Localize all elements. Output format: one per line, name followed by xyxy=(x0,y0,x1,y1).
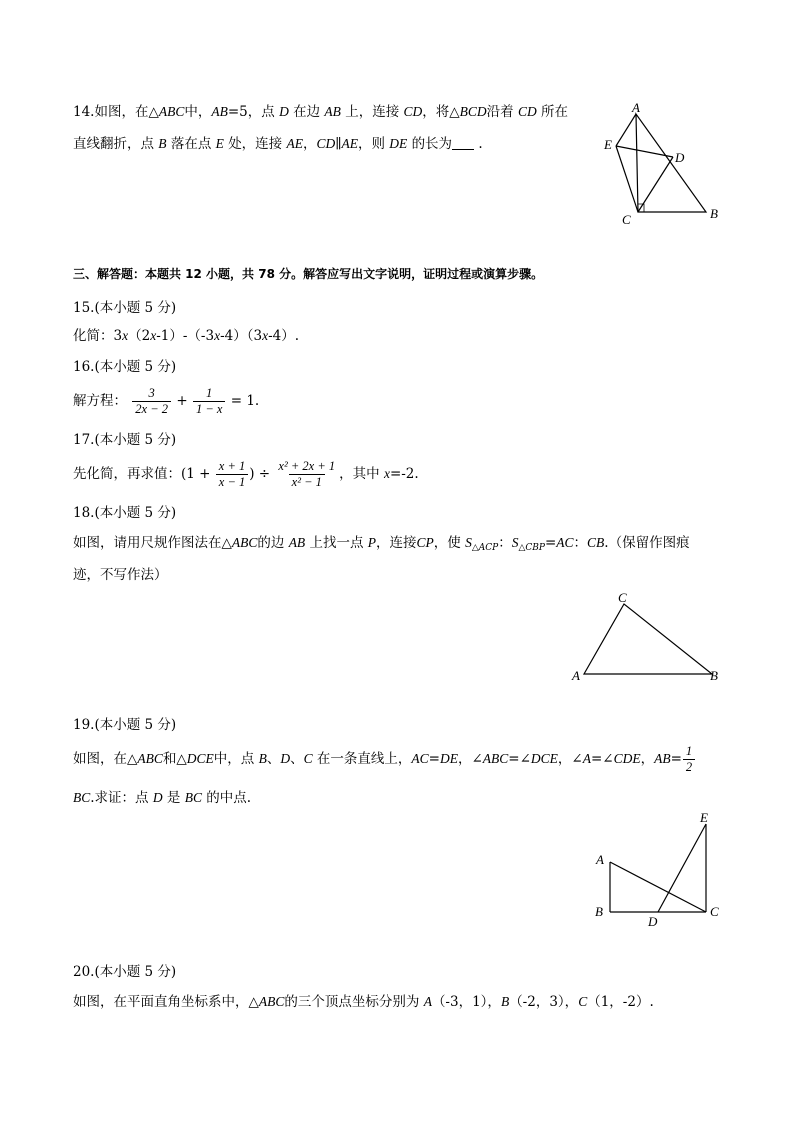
label-b: B xyxy=(595,904,603,919)
segment-ac xyxy=(610,862,706,912)
q16-body: 解方程： $\frac{3}{2x - 2}$ + $\frac{1}{1 - x}$ = 1. xyxy=(73,386,260,416)
label-b: B xyxy=(710,668,718,683)
segment-ed xyxy=(616,146,673,157)
q19-fraction-half: $\frac{1}{2}$ xyxy=(683,744,695,775)
q17-fraction-2: $\frac{\text{x² + 2x + 1}}{\text{x² − 1}}$ xyxy=(278,459,336,489)
q20-header: 20.(本小题 5 分) xyxy=(73,964,177,980)
q19-line-1: 如图，在△ABC和△DCE中，点 B、D、C 在一条直线上，AC=DE，∠ABC=∠DCE，∠A=∠CDE，AB= $\frac{1}{2}$ xyxy=(73,742,696,776)
q15-header: 15.(本小题 5 分) xyxy=(73,300,177,316)
q18-header: 18.(本小题 5 分) xyxy=(73,505,177,521)
label-b: B xyxy=(710,206,718,221)
label-d: D xyxy=(675,150,685,165)
q18-line-2: 迹，不写作法） xyxy=(73,567,168,583)
q19-header: 19.(本小题 5 分) xyxy=(73,717,177,733)
label-d: D xyxy=(648,914,658,929)
q19-figure xyxy=(590,808,730,930)
q14-figure xyxy=(596,100,726,230)
label-a: A xyxy=(596,852,604,867)
q20-line-1: 如图，在平面直角坐标系中，△ABC的三个顶点坐标分别为 A（-3，1），B（-2，3），C（1，-2）. xyxy=(73,994,654,1010)
segment-de xyxy=(658,824,706,912)
segment-ae xyxy=(616,114,636,146)
triangle-abc xyxy=(636,114,706,212)
answer-blank[interactable] xyxy=(452,137,474,150)
q18-figure xyxy=(568,586,728,686)
label-c: C xyxy=(710,904,719,919)
segment-ec xyxy=(616,146,638,212)
label-c: C xyxy=(618,590,627,605)
q15-body: 化简：3x（2x-1）-（-3x-4）（3x-4）. xyxy=(73,328,300,344)
q16-fraction-2: $\frac{1}{1 - x}$ xyxy=(193,386,225,417)
q17-fraction-1: $\frac{x + 1}{x - 1}$ xyxy=(216,459,248,490)
q17-body: 先化简，再求值：(1 + $\frac{x + 1}{x - 1}$ ) ÷ $\frac{\text{x² + 2x + 1}}{\text{x² − 1}}$ ，其中 x=-2. xyxy=(73,459,419,489)
q16-header: 16.(本小题 5 分) xyxy=(73,359,177,375)
q14-line-2: 直线翻折，点 B 落在点 E 处，连接 AE，CD∥AE，则 DE 的长为 . xyxy=(73,136,483,152)
label-a: A xyxy=(572,668,580,683)
label-a: A xyxy=(632,100,640,115)
q16-fraction-1: $\frac{3}{2x - 2}$ xyxy=(132,386,171,417)
section-3-heading: 三、解答题：本题共 12 小题，共 78 分。解答应写出文字说明，证明过程或演算步骤。 xyxy=(73,267,544,281)
q14-line-1: 14.如图，在△ABC中，AB=5，点 D 在边 AB 上，连接 CD，将△BCD沿着 CD 所在 xyxy=(73,104,569,120)
q19-line-2: BC.求证：点 D 是 BC 的中点. xyxy=(73,790,252,806)
triangle-abc xyxy=(584,604,712,674)
label-e: E xyxy=(604,137,612,152)
label-e: E xyxy=(700,810,708,825)
q18-line-1: 如图，请用尺规作图法在△ABC的边 AB 上找一点 P，连接CP，使 $S_{\triangle ACP}$：$S_{\triangle CBP}=AC$：CB.（保留作图痕 xyxy=(73,535,690,553)
label-c: C xyxy=(622,212,631,227)
q17-header: 17.(本小题 5 分) xyxy=(73,432,177,448)
